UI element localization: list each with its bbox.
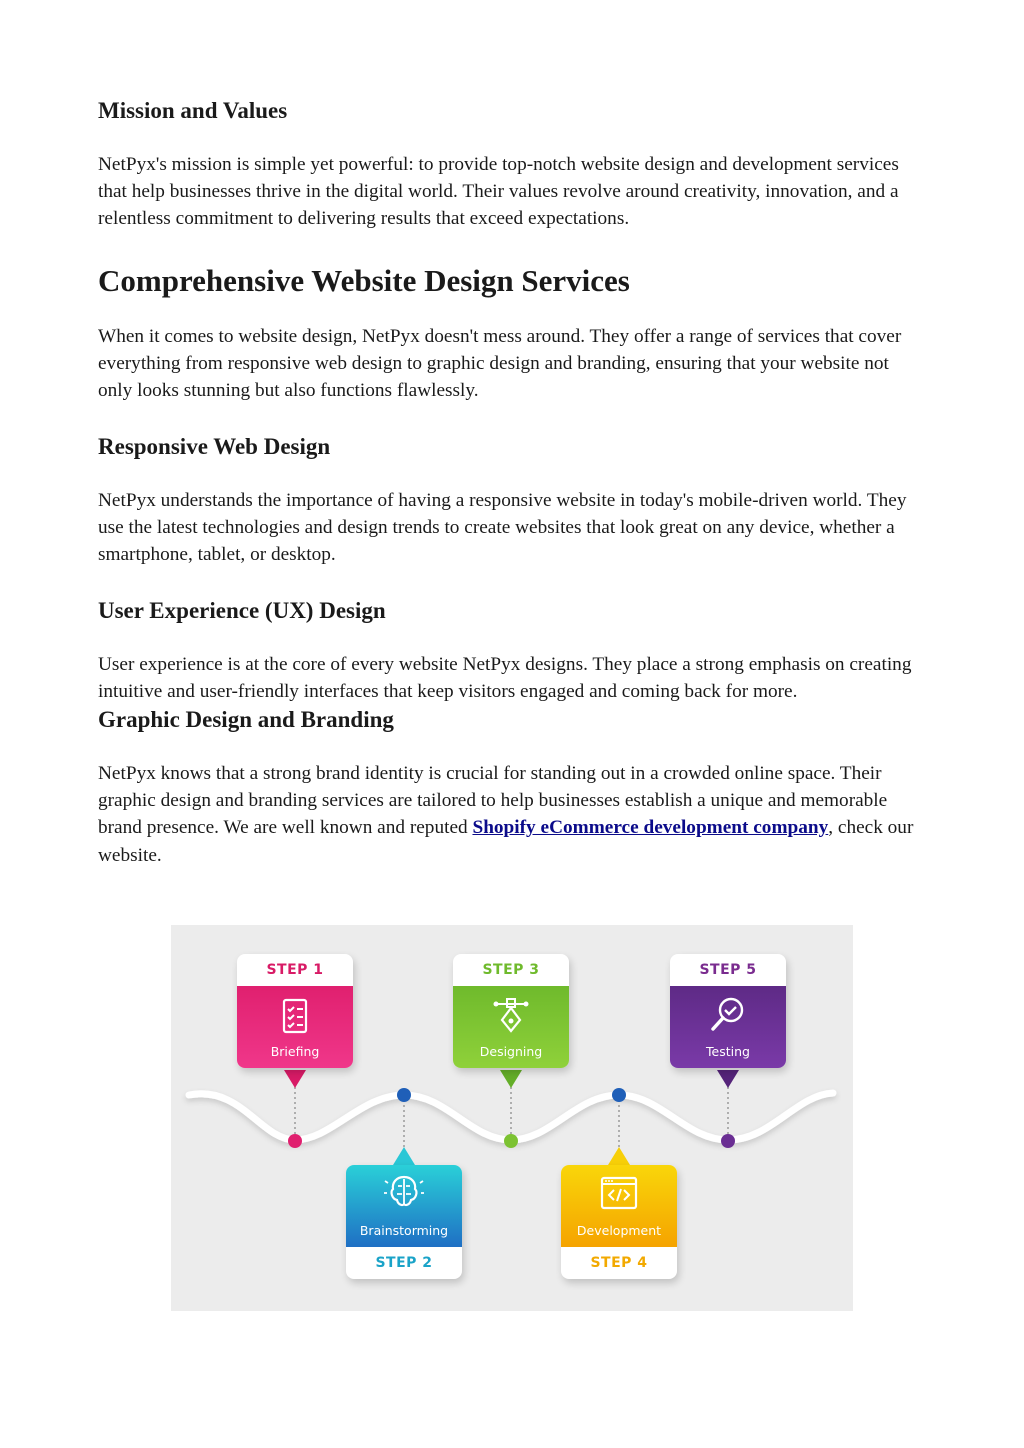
step-5-label: STEP 5 [699, 962, 757, 978]
graphic-text-before: NetPyx knows that a strong brand identity is crucial for standing out in a crowded online space. Their graphic design and branding services are tailored to help businesses establish a unique and memorable brand presence. We are well known and reputed [98, 763, 888, 839]
step-4-caption: Development [576, 1223, 662, 1238]
services-heading: Comprehensive Website Design Services [98, 263, 630, 298]
step-2-card [346, 1165, 462, 1279]
mission-heading: Mission and Values [98, 98, 288, 123]
ux-heading: User Experience (UX) Design [98, 598, 386, 623]
pointer-step-2 [393, 1147, 415, 1165]
step-4-card [561, 1165, 677, 1279]
dot-step-2 [397, 1088, 411, 1102]
step-3-caption: Designing [479, 1044, 543, 1059]
pointer-step-1 [284, 1070, 306, 1088]
dot-step-5 [721, 1134, 735, 1148]
pen-tool-icon [491, 994, 531, 1034]
shopify-ecommerce-link[interactable]: Shopify eCommerce development company [472, 817, 829, 839]
step-1-label: STEP 1 [266, 962, 324, 978]
step-1-card [237, 954, 353, 1068]
step-5-card [670, 954, 786, 1068]
graphic-heading: Graphic Design and Branding [98, 707, 394, 732]
process-infographic [171, 925, 853, 1311]
services-paragraph: When it comes to website design, NetPyx doesn't mess around. They offer a range of services that cover everything from responsive web design to graphic design and branding, ensuring that your website not only looks stunning but also functions flawlessly. [98, 326, 902, 402]
step-4-label: STEP 4 [590, 1255, 648, 1271]
step-5-caption: Testing [706, 1044, 750, 1059]
pointer-step-3 [500, 1070, 522, 1088]
graphic-text-after: , check our website. [98, 817, 914, 866]
checklist-icon [275, 996, 315, 1036]
responsive-heading: Responsive Web Design [98, 434, 331, 459]
step-2-caption: Brainstorming [359, 1223, 449, 1238]
step-1-caption: Briefing [270, 1044, 320, 1059]
dot-step-4 [612, 1088, 626, 1102]
dot-step-3 [504, 1134, 518, 1148]
step-2-label: STEP 2 [375, 1255, 433, 1271]
code-window-icon [599, 1173, 639, 1213]
graphic-paragraph [98, 760, 924, 869]
pointer-step-4 [608, 1147, 630, 1165]
step-3-card [453, 954, 569, 1068]
magnifier-check-icon [708, 994, 748, 1034]
responsive-paragraph: NetPyx understands the importance of having a responsive website in today's mobile-driven world. They use the latest technologies and design trends to create websites that look great on any device, whether a smartphone, tablet, or desktop. [98, 490, 907, 566]
mission-paragraph: NetPyx's mission is simple yet powerful: to provide top-notch website design and development services that help businesses thrive in the digital world. Their values revolve around creativity, innovation, and a relentless commitment to delivering results that exceed expectations. [98, 154, 899, 230]
ux-paragraph: User experience is at the core of every website NetPyx designs. They place a strong emphasis on creating intuitive and user-friendly interfaces that keep visitors engaged and coming back for more. [98, 654, 912, 703]
pointer-step-5 [717, 1070, 739, 1088]
brain-icon [384, 1171, 424, 1211]
dot-step-1 [288, 1134, 302, 1148]
step-3-label: STEP 3 [482, 962, 540, 978]
